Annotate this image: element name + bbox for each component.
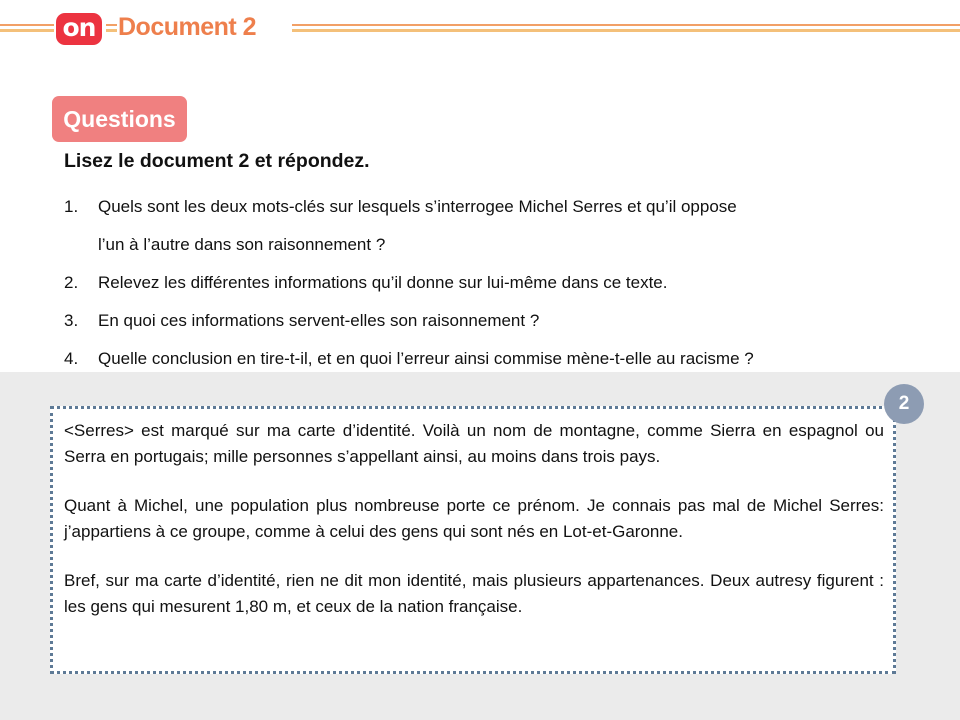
question-number: 4. bbox=[64, 349, 79, 368]
question-number: 2. bbox=[64, 273, 79, 292]
questions-intro: Lisez le document 2 et répondez. bbox=[64, 150, 370, 172]
questions-badge: Questions bbox=[52, 96, 187, 142]
question-text: En quoi ces informations servent-elles son raisonnement ? bbox=[98, 311, 540, 330]
question-item-3 bbox=[64, 302, 944, 340]
question-text-cont: l’un à l’autre dans son raisonnement ? bbox=[98, 235, 386, 254]
questions-list bbox=[64, 188, 944, 378]
document-excerpt-box bbox=[50, 406, 896, 674]
document-number-badge: 2 bbox=[884, 384, 924, 424]
header-rule-mid bbox=[106, 24, 117, 32]
document-paragraph-3: Bref, sur ma carte d’identité, rien ne dit mon identité, mais plusieurs appartenances. Deux autresy figurent : les gens qui mesurent 1,80 m, et ceux de la nation française. bbox=[64, 571, 884, 616]
document-paragraph-2: Quant à Michel, une population plus nombreuse porte ce prénom. Je connais pas mal de Michel Serres: j’appartiens à ce groupe, comme à celui des gens qui sont nés en Lot-et-Garonne. bbox=[64, 496, 884, 541]
page-title: Document 2 bbox=[118, 13, 257, 41]
question-item-1 bbox=[64, 188, 944, 264]
header-rule-left bbox=[0, 24, 54, 32]
question-number: 3. bbox=[64, 311, 79, 330]
header-rule-right bbox=[292, 24, 960, 32]
question-text: Quels sont les deux mots-clés sur lesquels s’interrogee Michel Serres et qu’il oppose bbox=[98, 197, 737, 216]
question-text: Quelle conclusion en tire-t-il, et en quoi l’erreur ainsi commise mène-t-elle au racisme ? bbox=[98, 349, 754, 368]
question-item-2 bbox=[64, 264, 944, 302]
question-number: 1. bbox=[64, 197, 79, 216]
document-paragraph-1: <Serres> est marqué sur ma carte d’identité. Voilà un nom de montagne, comme Sierra en espagnol ou Serra en portugais; mille personnes s’appellant ainsi, au moins dans trois pays. bbox=[64, 421, 884, 466]
question-text: Relevez les différentes informations qu’il donne sur lui-même dans ce texte. bbox=[98, 273, 668, 292]
on-logo: on bbox=[56, 13, 102, 45]
